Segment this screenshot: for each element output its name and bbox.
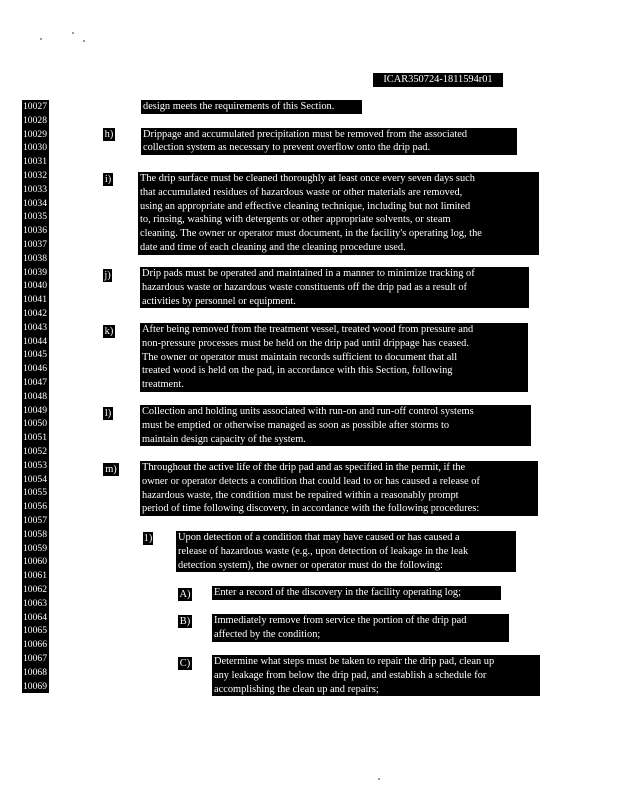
line-number: 10029	[22, 128, 49, 142]
line-number: 10069	[22, 680, 49, 694]
line-number: 10040	[22, 279, 49, 293]
scan-speck	[40, 38, 42, 40]
line-number: 10043	[22, 321, 49, 335]
line-number: 10030	[22, 141, 49, 155]
line-number: 10044	[22, 335, 49, 349]
text-line: Drip pads must be operated and maintained in a manner to minimize tracking of	[142, 268, 475, 279]
item-label: h)	[104, 129, 114, 140]
continuation-paragraph	[141, 100, 362, 114]
text-line: treated wood is held on the pad, in accordance with this Section, following	[142, 365, 453, 377]
line-number: 10057	[22, 514, 49, 528]
paragraph-i	[138, 172, 539, 255]
item-label: B)	[179, 616, 191, 627]
line-number: 10046	[22, 362, 49, 376]
item-label: j)	[104, 270, 111, 281]
text-line: any leakage from below the drip pad, and establish a schedule for	[214, 669, 487, 681]
text-line: accomplishing the clean up and repairs;	[214, 683, 379, 695]
text-line: treatment.	[142, 379, 184, 391]
line-number: 10032	[22, 169, 49, 183]
paragraph-A	[212, 586, 501, 600]
text-line: Immediately remove from service the portion of the drip pad	[214, 615, 467, 626]
text-line: that accumulated residues of hazardous waste or other materials are removed,	[140, 186, 463, 198]
line-number: 10051	[22, 431, 49, 445]
line-number: 10038	[22, 252, 49, 266]
paragraph-h	[141, 128, 517, 156]
document-id: ICAR350724-1811594r01	[373, 73, 503, 87]
text-line: maintain design capacity of the system.	[142, 433, 306, 445]
paragraph-m	[140, 461, 538, 516]
text-line: The owner or operator must maintain records sufficient to document that all	[142, 351, 458, 363]
line-number: 10050	[22, 417, 49, 431]
line-number: 10064	[22, 611, 49, 625]
text-line: Upon detection of a condition that may have caused or has caused a	[178, 532, 460, 543]
item-label: A)	[179, 589, 191, 600]
scan-speck	[72, 32, 74, 34]
text-line: release of hazardous waste (e.g., upon detection of leakage in the leak	[178, 545, 469, 557]
paragraph-B	[212, 614, 509, 642]
line-number: 10058	[22, 528, 49, 542]
text-line: The drip surface must be cleaned thoroughly at least once every seven days such	[140, 173, 475, 184]
scan-speck	[378, 778, 380, 780]
paragraph-j	[140, 267, 529, 308]
text-line: After being removed from the treatment vessel, treated wood from pressure and	[142, 324, 474, 335]
line-number: 10034	[22, 197, 49, 211]
text-line: to, rinsing, washing with detergents or other appropriate solvents, or steam	[140, 214, 451, 226]
text-line: owner or operator detects a condition that could lead to or has caused a release of	[142, 475, 480, 487]
text-line: must be emptied or otherwise managed as soon as possible after storms to	[142, 419, 450, 431]
text-line: period of time following discovery, in accordance with the following procedures:	[142, 503, 480, 515]
text-line: non-pressure processes must be held on the drip pad until drippage has ceased.	[142, 337, 469, 349]
line-number: 10027	[22, 100, 49, 114]
paragraph-1	[176, 531, 516, 572]
item-label: k)	[104, 326, 114, 337]
line-number: 10031	[22, 155, 49, 169]
line-number: 10033	[22, 183, 49, 197]
paragraph-k	[140, 323, 528, 392]
text-line: hazardous waste or hazardous waste constituents off the drip pad as a result of	[142, 281, 467, 293]
paragraph-l	[140, 405, 531, 446]
line-number: 10055	[22, 486, 49, 500]
line-number: 10065	[22, 624, 49, 638]
text-line: Determine what steps must be taken to repair the drip pad, clean up	[214, 656, 495, 667]
line-number: 10045	[22, 348, 49, 362]
text-line: Enter a record of the discovery in the facility operating log;	[214, 587, 461, 598]
scan-speck	[83, 40, 85, 42]
line-number: 10059	[22, 542, 49, 556]
item-label: l)	[104, 408, 112, 419]
line-number: 10068	[22, 666, 49, 680]
line-number: 10035	[22, 210, 49, 224]
text-line: cleaning. The owner or operator must document, in the facility's operating log, the	[140, 228, 482, 240]
paragraph-C	[212, 655, 540, 696]
line-number: 10048	[22, 390, 49, 404]
text-line: collection system as necessary to prevent overflow onto the drip pad.	[143, 142, 431, 154]
line-number: 10037	[22, 238, 49, 252]
text-line: Throughout the active life of the drip pad and as specified in the permit, if the	[142, 462, 466, 473]
item-label: C)	[179, 658, 191, 669]
line-number: 10052	[22, 445, 49, 459]
line-number: 10063	[22, 597, 49, 611]
line-number: 10060	[22, 555, 49, 569]
line-number: 10054	[22, 473, 49, 487]
text-line: affected by the condition;	[214, 628, 321, 640]
line-number: 10049	[22, 404, 49, 418]
item-label: i)	[104, 174, 112, 185]
text-line: detection system), the owner or operator must do the following:	[178, 559, 443, 571]
text-line: design meets the requirements of this Section.	[143, 101, 335, 112]
line-number: 10036	[22, 224, 49, 238]
item-label: 1)	[143, 533, 153, 544]
line-number: 10053	[22, 459, 49, 473]
text-line: activities by personnel or equipment.	[142, 295, 296, 307]
text-line: hazardous waste, the condition must be repaired within a reasonably prompt	[142, 489, 459, 501]
line-number: 10066	[22, 638, 49, 652]
line-number: 10062	[22, 583, 49, 597]
item-label: m)	[103, 463, 119, 476]
line-number: 10028	[22, 114, 49, 128]
line-number: 10056	[22, 500, 49, 514]
line-number: 10047	[22, 376, 49, 390]
text-line: Drippage and accumulated precipitation must be removed from the associated	[143, 128, 468, 140]
line-number: 10061	[22, 569, 49, 583]
line-number: 10041	[22, 293, 49, 307]
line-number: 10067	[22, 652, 49, 666]
text-line: Collection and holding units associated with run-on and run-off control systems	[142, 406, 474, 417]
text-line: date and time of each cleaning and the cleaning procedure used.	[140, 241, 406, 253]
line-number: 10039	[22, 266, 49, 280]
text-line: using an appropriate and effective cleaning technique, including but not limited	[140, 200, 471, 212]
line-number: 10042	[22, 307, 49, 321]
